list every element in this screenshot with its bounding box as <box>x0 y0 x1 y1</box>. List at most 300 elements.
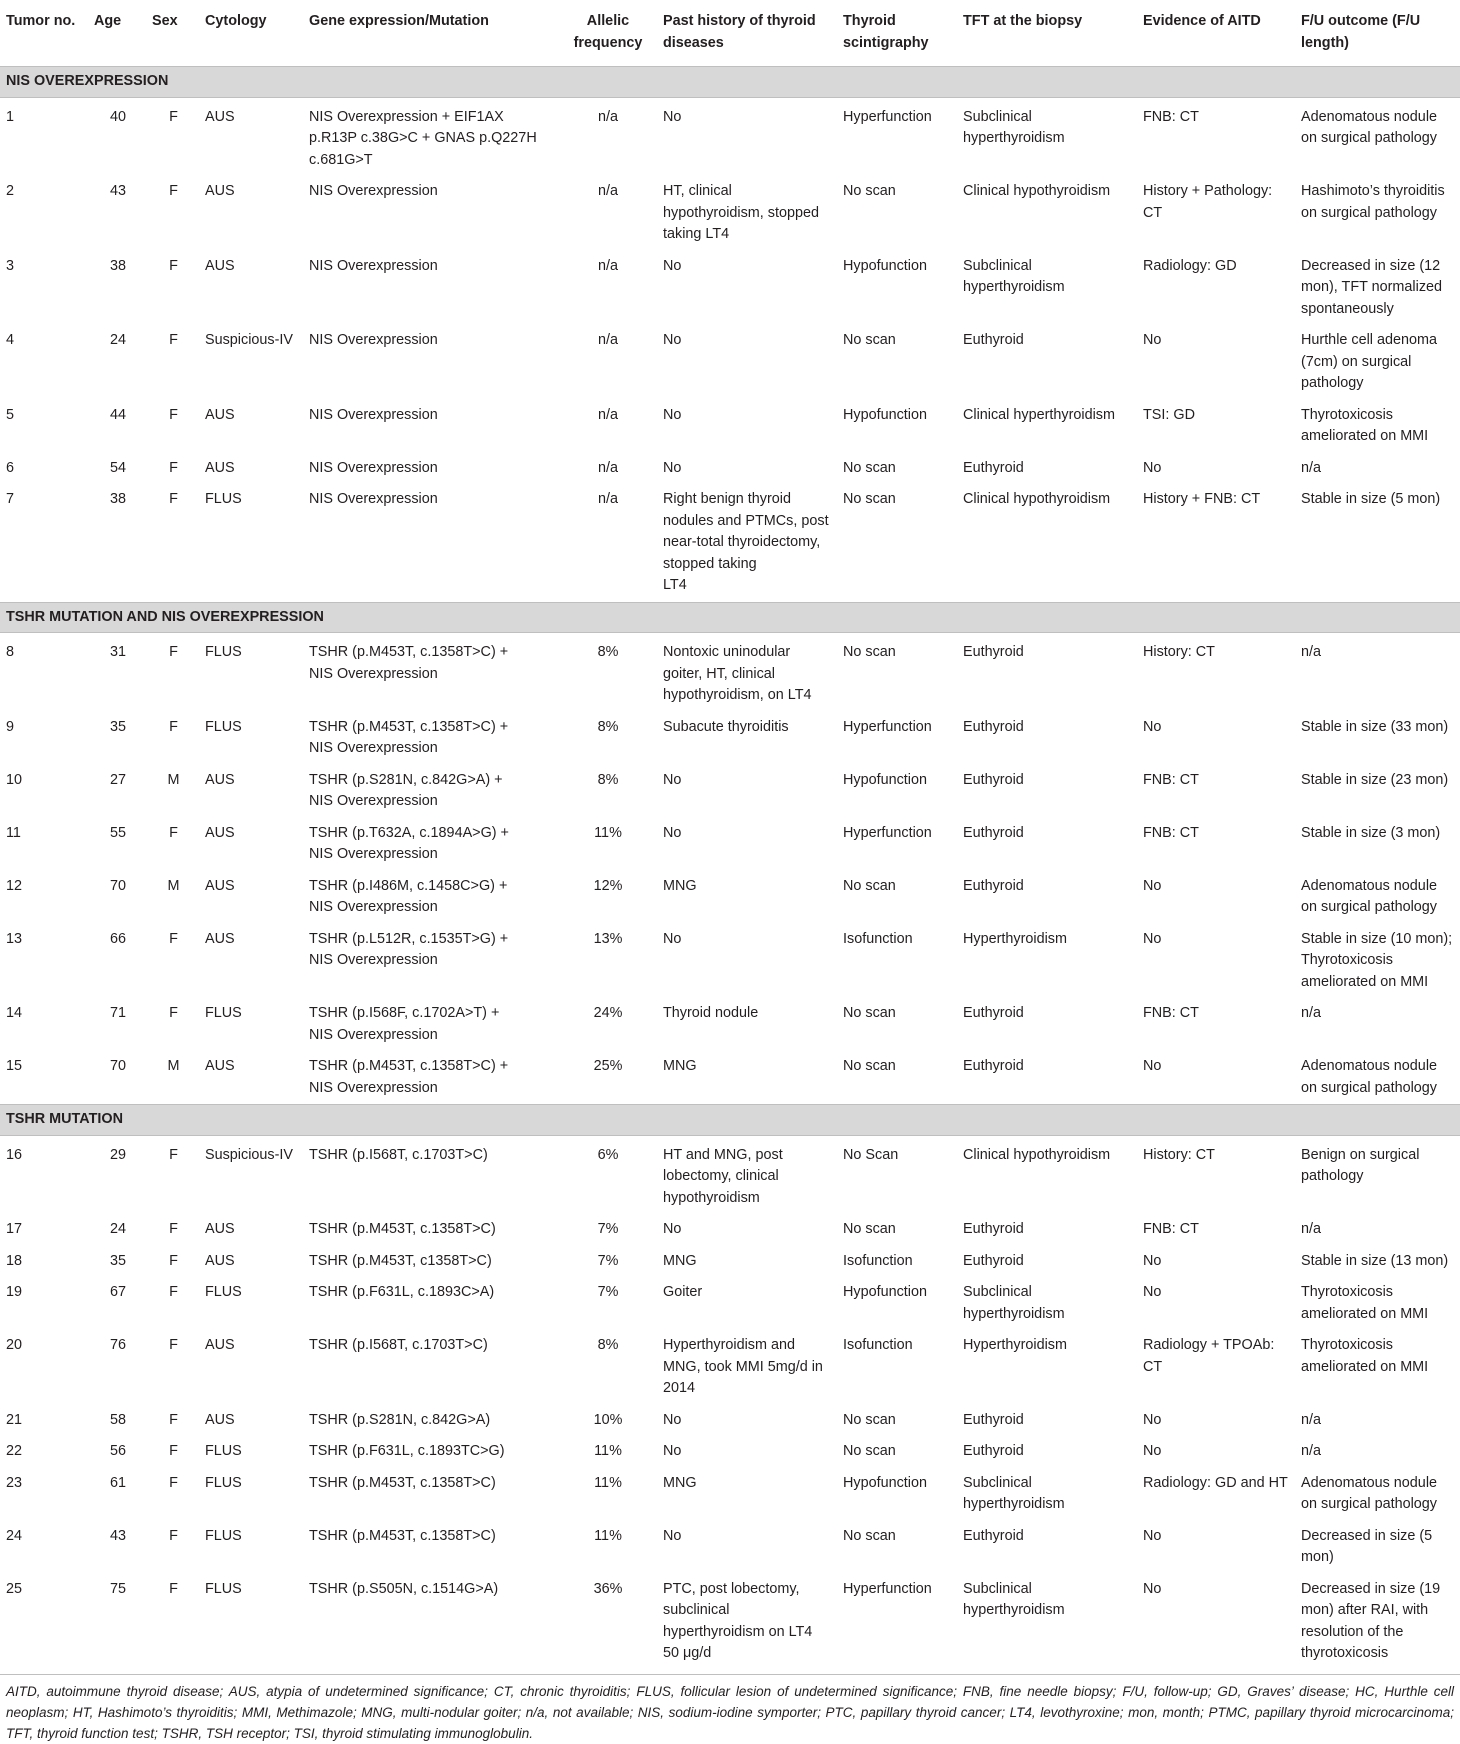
cell-aitd: Radiology: GD <box>1143 257 1237 274</box>
cell-tft: Euthyroid <box>963 1005 1024 1021</box>
cell-past-history: Subacute thyroiditis <box>663 718 789 735</box>
cell-gene-expression: NIS Overexpression <box>309 459 438 476</box>
cell-aitd: FNB: CT <box>1143 771 1199 788</box>
cell-scintigraphy: No scan <box>843 1527 896 1544</box>
cell-past-history: No <box>663 459 682 476</box>
cell-gene-expression: TSHR (p.M453T, c.1358T>C) + NIS Overexpression <box>309 718 509 756</box>
cell-tumor-no: 16 <box>6 1146 23 1163</box>
cell-aitd: History: CT <box>1143 1146 1215 1163</box>
cell-past-history: No <box>663 1221 682 1237</box>
cell-allelic-frequency: n/a <box>597 406 618 423</box>
cell-cytology: AUS <box>205 257 235 274</box>
cell-tft: Euthyroid <box>963 718 1024 735</box>
cell-sex: F <box>169 1527 178 1544</box>
table-row <box>0 1405 1460 1437</box>
table-row <box>0 325 1460 400</box>
cell-tumor-no: 24 <box>6 1527 23 1544</box>
table-row <box>0 1521 1460 1574</box>
cell-tft: Euthyroid <box>963 644 1024 660</box>
table-row <box>0 1214 1460 1246</box>
cell-tumor-no: 20 <box>6 1337 23 1353</box>
cell-tumor-no: 15 <box>6 1058 23 1074</box>
cell-past-history: No <box>663 771 682 788</box>
cell-age: 70 <box>109 1058 126 1074</box>
cell-past-history: Thyroid nodule <box>663 1005 759 1021</box>
cell-scintigraphy: Hyperfunction <box>843 718 932 735</box>
cell-gene-expression: TSHR (p.M453T, c.1358T>C) <box>309 1221 496 1237</box>
cell-past-history: No <box>663 257 682 274</box>
cell-scintigraphy: Hypofunction <box>843 1284 927 1300</box>
cell-age: 38 <box>109 491 126 507</box>
cell-sex: F <box>169 644 178 660</box>
cell-cytology: AUS <box>205 1058 235 1074</box>
table-row <box>0 1277 1460 1330</box>
cell-sex: F <box>169 1005 178 1021</box>
cell-gene-expression: NIS Overexpression <box>309 332 438 348</box>
cell-sex: F <box>169 1474 178 1491</box>
table-row <box>0 637 1460 712</box>
cell-allelic-frequency: n/a <box>597 183 618 199</box>
cell-scintigraphy: No scan <box>843 1411 896 1428</box>
cell-gene-expression: NIS Overexpression <box>309 257 438 274</box>
cell-sex: F <box>169 1443 178 1459</box>
cell-age: 44 <box>109 406 126 423</box>
cell-sex: M <box>167 1058 180 1074</box>
cell-sex: F <box>169 1411 178 1428</box>
cell-fu-outcome: Thyrotoxicosis ameliorated on MMI <box>1301 1284 1429 1322</box>
cell-tft: Clinical hypothyroidism <box>963 491 1111 507</box>
cell-scintigraphy: No scan <box>843 644 896 660</box>
cell-cytology: AUS <box>205 459 235 476</box>
table-row <box>0 1140 1460 1215</box>
cell-fu-outcome: n/a <box>1301 459 1322 476</box>
cell-gene-expression: TSHR (p.S505N, c.1514G>A) <box>309 1580 499 1597</box>
cell-fu-outcome: Stable in size (13 mon) <box>1301 1252 1449 1269</box>
cell-gene-expression: TSHR (p.T632A, c.1894A>G) + NIS Overexpression <box>309 824 509 862</box>
cell-tumor-no: 17 <box>6 1221 23 1237</box>
cell-tft: Euthyroid <box>963 459 1024 476</box>
cell-fu-outcome: Hurthle cell adenoma (7cm) on surgical pathology <box>1301 332 1437 391</box>
cell-cytology: Suspicious-IV <box>205 1146 293 1163</box>
cell-tft: Euthyroid <box>963 1443 1024 1459</box>
header-past-history: Past history of thyroid diseases <box>657 0 837 67</box>
table-row <box>0 1330 1460 1405</box>
cell-fu-outcome: Adenomatous nodule on surgical pathology <box>1301 108 1438 146</box>
section-header-row <box>0 602 1460 633</box>
cell-sex: F <box>169 824 178 841</box>
cell-tumor-no: 6 <box>6 459 15 476</box>
header-aitd: Evidence of AITD <box>1137 0 1295 67</box>
cell-fu-outcome: Stable in size (3 mon) <box>1301 824 1441 841</box>
cell-cytology: FLUS <box>205 491 242 507</box>
table-row <box>0 924 1460 999</box>
cell-past-history: Goiter <box>663 1284 703 1300</box>
cell-sex: F <box>169 491 178 507</box>
cell-age: 54 <box>109 459 126 476</box>
cell-tft: Euthyroid <box>963 1527 1024 1544</box>
cell-scintigraphy: Hyperfunction <box>843 824 932 841</box>
cell-tft: Subclinical hyperthyroidism <box>963 257 1065 295</box>
table-body <box>0 67 1460 1670</box>
cell-age: 27 <box>109 771 126 788</box>
cell-cytology: AUS <box>205 771 235 788</box>
cell-sex: F <box>169 1252 178 1269</box>
cell-age: 24 <box>109 1221 126 1237</box>
cell-past-history: HT, clinical hypothyroidism, stopped taking LT4 <box>663 183 819 242</box>
cell-gene-expression: TSHR (p.M453T, c.1358T>C) + NIS Overexpression <box>309 644 509 682</box>
cell-sex: F <box>169 1580 178 1597</box>
cell-tumor-no: 8 <box>6 644 15 660</box>
cell-aitd: TSI: GD <box>1143 406 1195 423</box>
cell-allelic-frequency: 12% <box>593 877 623 894</box>
cell-fu-outcome: Adenomatous nodule on surgical pathology <box>1301 1474 1438 1512</box>
cell-fu-outcome: Decreased in size (19 mon) after RAI, with resolution of the thyrotoxicosis <box>1301 1580 1441 1661</box>
cell-aitd: No <box>1143 1411 1162 1428</box>
cell-scintigraphy: Hypofunction <box>843 257 927 274</box>
cell-past-history: No <box>663 406 682 423</box>
cell-allelic-frequency: 7% <box>597 1252 619 1269</box>
cell-tft: Euthyroid <box>963 771 1024 788</box>
table-footnote: AITD, autoimmune thyroid disease; AUS, atypia of undetermined significance; CT, chronic thyroiditis; FLUS, follicular lesion of undetermined significance; FNB, fine needle biopsy; F/U, follow-up; GD, Graves’ disease; HC, Hurthle cell neoplasm; HT, Hashimoto’s thyroiditis; MMI, Methimazole; MNG, multi-nodular goiter; n/a, not available; NIS, sodium-iodine symporter; PTC, papillary thyroid cancer; LT4, levothyroxine; mon, month; PTMC, papillary thyroid microcarcinoma; TFT, thyroid function test; TSHR, TSH receptor; TSI, thyroid stimulating immunoglobulin. <box>0 1674 1460 1744</box>
cell-tft: Euthyroid <box>963 332 1024 348</box>
cell-gene-expression: NIS Overexpression <box>309 183 438 199</box>
cell-past-history: No <box>663 1411 682 1428</box>
cell-cytology: FLUS <box>205 1284 242 1300</box>
cell-allelic-frequency: 11% <box>594 1474 622 1491</box>
header-row <box>0 0 1460 67</box>
cell-scintigraphy: Hyperfunction <box>843 108 932 125</box>
cell-tft: Clinical hypothyroidism <box>963 1146 1111 1163</box>
cell-cytology: AUS <box>205 1252 235 1269</box>
section-header-row <box>0 67 1460 98</box>
cell-age: 38 <box>109 257 126 274</box>
cell-tumor-no: 18 <box>6 1252 23 1269</box>
cell-allelic-frequency: 11% <box>594 824 622 841</box>
cell-past-history: No <box>663 930 682 947</box>
cell-scintigraphy: No scan <box>843 1221 896 1237</box>
table-row <box>0 765 1460 818</box>
cell-sex: F <box>169 459 178 476</box>
header-allelic-frequency: Allelic frequency <box>557 0 657 67</box>
cell-gene-expression: TSHR (p.I568T, c.1703T>C) <box>309 1146 488 1163</box>
cell-tft: Euthyroid <box>963 1252 1024 1269</box>
cell-tft: Hyperthyroidism <box>963 1337 1067 1353</box>
cell-allelic-frequency: n/a <box>597 491 618 507</box>
cell-age: 76 <box>109 1337 126 1353</box>
cell-cytology: FLUS <box>205 1005 242 1021</box>
table-row <box>0 1051 1460 1105</box>
cell-aitd: History + Pathology: CT <box>1143 183 1273 221</box>
cell-tft: Euthyroid <box>963 824 1024 841</box>
table-row <box>0 818 1460 871</box>
cell-fu-outcome: Adenomatous nodule on surgical pathology <box>1301 1058 1438 1096</box>
cell-allelic-frequency: n/a <box>597 459 618 476</box>
cell-tumor-no: 2 <box>6 183 15 199</box>
cell-tft: Euthyroid <box>963 1411 1024 1428</box>
table-row <box>0 712 1460 765</box>
cell-gene-expression: NIS Overexpression + EIF1AX p.R13P c.38G>C + GNAS p.Q227H c.681G>T <box>309 108 537 168</box>
cell-tft: Subclinical hyperthyroidism <box>963 1284 1065 1322</box>
cell-age: 43 <box>109 1527 126 1544</box>
cell-allelic-frequency: n/a <box>597 108 618 125</box>
cell-aitd: No <box>1143 877 1162 894</box>
cell-cytology: AUS <box>205 183 235 199</box>
cell-allelic-frequency: 7% <box>597 1284 619 1300</box>
cell-cytology: AUS <box>205 406 235 423</box>
section-title: NIS OVEREXPRESSION <box>0 67 1460 98</box>
cell-aitd: FNB: CT <box>1143 108 1199 125</box>
cell-cytology: AUS <box>205 1411 235 1428</box>
cell-fu-outcome: Thyrotoxicosis ameliorated on MMI <box>1301 1337 1429 1375</box>
cell-fu-outcome: Stable in size (23 mon) <box>1301 771 1449 788</box>
section-title: TSHR MUTATION <box>0 1105 1460 1136</box>
cell-gene-expression: TSHR (p.M453T, c.1358T>C) + NIS Overexpression <box>309 1058 509 1096</box>
cell-fu-outcome: Stable in size (5 mon) <box>1301 491 1441 507</box>
cell-tumor-no: 10 <box>6 771 23 788</box>
cell-tumor-no: 22 <box>6 1443 23 1459</box>
cell-aitd: No <box>1143 1443 1162 1459</box>
cell-age: 40 <box>109 108 126 125</box>
cell-fu-outcome: n/a <box>1301 1443 1322 1459</box>
cell-allelic-frequency: 13% <box>593 930 623 947</box>
cell-sex: F <box>169 1146 178 1163</box>
cell-tft: Clinical hyperthyroidism <box>963 406 1115 423</box>
header-scintigraphy: Thyroid scintigraphy <box>837 0 957 67</box>
cell-allelic-frequency: 24% <box>593 1005 623 1021</box>
cell-aitd: History + FNB: CT <box>1143 491 1261 507</box>
cell-tft: Hyperthyroidism <box>963 930 1067 947</box>
cell-age: 29 <box>109 1146 126 1163</box>
cell-aitd: No <box>1143 1527 1162 1544</box>
cell-sex: F <box>169 332 178 348</box>
cell-fu-outcome: Thyrotoxicosis ameliorated on MMI <box>1301 406 1429 444</box>
cell-cytology: FLUS <box>205 1580 242 1597</box>
cell-past-history: PTC, post lobectomy, subclinical hyperthyroidism on LT4 50 μg/d <box>663 1580 813 1661</box>
cell-past-history: No <box>663 824 682 841</box>
cell-tumor-no: 11 <box>6 824 21 841</box>
cell-tumor-no: 12 <box>6 877 23 894</box>
cell-tumor-no: 21 <box>6 1411 23 1428</box>
cell-age: 75 <box>109 1580 126 1597</box>
cell-gene-expression: TSHR (p.M453T, c.1358T>C) <box>309 1527 496 1544</box>
cell-aitd: No <box>1143 930 1162 947</box>
table-row <box>0 251 1460 326</box>
cell-aitd: No <box>1143 1058 1162 1074</box>
cell-past-history: No <box>663 332 682 348</box>
table-row <box>0 102 1460 177</box>
cell-scintigraphy: Hypofunction <box>843 406 927 423</box>
cell-aitd: FNB: CT <box>1143 824 1199 841</box>
cell-past-history: No <box>663 1527 682 1544</box>
cell-tumor-no: 19 <box>6 1284 23 1300</box>
cell-age: 71 <box>109 1005 126 1021</box>
cell-sex: F <box>169 257 178 274</box>
cell-gene-expression: TSHR (p.I568T, c.1703T>C) <box>309 1337 488 1353</box>
cell-cytology: AUS <box>205 824 235 841</box>
table-row <box>0 1468 1460 1521</box>
header-age: Age <box>88 0 146 67</box>
cell-past-history: MNG <box>663 1252 697 1269</box>
cell-tumor-no: 4 <box>6 332 15 348</box>
cell-scintigraphy: Hyperfunction <box>843 1580 932 1597</box>
cell-fu-outcome: n/a <box>1301 644 1322 660</box>
cell-tumor-no: 5 <box>6 406 15 423</box>
cell-tumor-no: 23 <box>6 1474 23 1491</box>
cell-fu-outcome: Decreased in size (5 mon) <box>1301 1527 1433 1565</box>
cell-age: 56 <box>109 1443 126 1459</box>
cell-past-history: No <box>663 108 682 125</box>
cell-past-history: Hyperthyroidism and MNG, took MMI 5mg/d in 2014 <box>663 1337 823 1396</box>
header-tft: TFT at the biopsy <box>957 0 1137 67</box>
cell-scintigraphy: No scan <box>843 877 896 894</box>
cell-allelic-frequency: 7% <box>597 1221 619 1237</box>
cell-aitd: FNB: CT <box>1143 1221 1199 1237</box>
cell-sex: F <box>169 930 178 947</box>
table-row <box>0 1436 1460 1468</box>
cell-scintigraphy: No scan <box>843 1443 896 1459</box>
cell-tumor-no: 9 <box>6 718 15 735</box>
cell-tft: Subclinical hyperthyroidism <box>963 1474 1065 1512</box>
cell-tft: Clinical hypothyroidism <box>963 183 1111 199</box>
cell-past-history: Right benign thyroid nodules and PTMCs, post near-total thyroidectomy, stopped taking LT4 <box>663 491 829 593</box>
table-row <box>0 1574 1460 1670</box>
cell-fu-outcome: n/a <box>1301 1221 1322 1237</box>
cell-cytology: FLUS <box>205 1527 242 1544</box>
cell-aitd: Radiology: GD and HT <box>1143 1474 1288 1491</box>
table-row <box>0 998 1460 1051</box>
cell-tumor-no: 1 <box>6 108 15 125</box>
table-row <box>0 1246 1460 1278</box>
cell-sex: M <box>167 771 180 788</box>
cell-allelic-frequency: n/a <box>597 332 618 348</box>
table-row <box>0 484 1460 602</box>
cell-cytology: AUS <box>205 1337 235 1353</box>
cell-cytology: FLUS <box>205 718 242 735</box>
cell-scintigraphy: Isofunction <box>843 1337 913 1353</box>
cell-gene-expression: TSHR (p.I568F, c.1702A>T) + NIS Overexpression <box>309 1005 500 1043</box>
cell-past-history: MNG <box>663 877 697 894</box>
section-title: TSHR MUTATION AND NIS OVEREXPRESSION <box>0 602 1460 633</box>
cell-fu-outcome: Stable in size (10 mon); Thyrotoxicosis ameliorated on MMI <box>1301 930 1453 990</box>
cell-cytology: AUS <box>205 1221 235 1237</box>
cell-aitd: FNB: CT <box>1143 1005 1199 1021</box>
cell-scintigraphy: Isofunction <box>843 930 913 947</box>
cell-allelic-frequency: 8% <box>597 644 619 660</box>
cell-allelic-frequency: n/a <box>597 257 618 274</box>
cell-aitd: History: CT <box>1143 644 1215 660</box>
cell-cytology: AUS <box>205 108 235 125</box>
cell-age: 70 <box>109 877 126 894</box>
cell-gene-expression: TSHR (p.F631L, c.1893TC>G) <box>309 1443 505 1459</box>
cell-aitd: No <box>1143 1284 1162 1300</box>
cell-aitd: Radiology + TPOAb: CT <box>1143 1337 1275 1375</box>
cell-gene-expression: TSHR (p.I486M, c.1458C>G) + NIS Overexpression <box>309 877 508 915</box>
section-header-row <box>0 1105 1460 1136</box>
cell-sex: M <box>167 877 180 894</box>
table-header <box>0 0 1460 67</box>
cell-allelic-frequency: 6% <box>597 1146 619 1163</box>
cell-aitd: No <box>1143 1252 1162 1269</box>
cell-cytology: FLUS <box>205 1443 242 1459</box>
table-row <box>0 453 1460 485</box>
cell-sex: F <box>169 183 178 199</box>
cell-age: 24 <box>109 332 126 348</box>
cell-gene-expression: TSHR (p.M453T, c.1358T>C) <box>309 1474 496 1491</box>
cell-aitd: No <box>1143 1580 1162 1597</box>
cell-past-history: Nontoxic uninodular goiter, HT, clinical hypothyroidism, on LT4 <box>663 644 812 703</box>
cell-allelic-frequency: 8% <box>597 718 619 735</box>
cell-tft: Subclinical hyperthyroidism <box>963 1580 1065 1618</box>
cell-cytology: AUS <box>205 877 235 894</box>
cell-scintigraphy: Hypofunction <box>843 771 927 788</box>
cell-tft: Subclinical hyperthyroidism <box>963 108 1065 146</box>
cell-scintigraphy: No scan <box>843 183 896 199</box>
cell-fu-outcome: Stable in size (33 mon) <box>1301 718 1449 735</box>
cell-allelic-frequency: 11% <box>594 1527 622 1544</box>
cell-sex: F <box>169 108 178 125</box>
cell-tft: Euthyroid <box>963 1058 1024 1074</box>
cell-age: 43 <box>109 183 126 199</box>
cell-scintigraphy: No scan <box>843 1058 896 1074</box>
cell-allelic-frequency: 10% <box>593 1411 623 1428</box>
cell-past-history: HT and MNG, post lobectomy, clinical hypothyroidism <box>663 1146 783 1206</box>
header-sex: Sex <box>146 0 199 67</box>
cell-tumor-no: 3 <box>6 257 15 274</box>
cell-age: 66 <box>109 930 126 947</box>
cell-aitd: No <box>1143 718 1162 735</box>
cell-age: 35 <box>109 718 126 735</box>
cell-tft: Euthyroid <box>963 877 1024 894</box>
header-cytology: Cytology <box>199 0 303 67</box>
cell-past-history: MNG <box>663 1058 697 1074</box>
cell-fu-outcome: n/a <box>1301 1411 1322 1428</box>
table-row <box>0 400 1460 453</box>
cell-scintigraphy: No scan <box>843 491 896 507</box>
cell-gene-expression: TSHR (p.M453T, c1358T>C) <box>309 1252 492 1269</box>
cell-age: 35 <box>109 1252 126 1269</box>
cell-cytology: FLUS <box>205 1474 242 1491</box>
cell-gene-expression: TSHR (p.L512R, c.1535T>G) + NIS Overexpression <box>309 930 509 968</box>
cell-cytology: Suspicious-IV <box>205 332 293 348</box>
cell-scintigraphy: Hypofunction <box>843 1474 927 1491</box>
cell-fu-outcome: Benign on surgical pathology <box>1301 1146 1420 1184</box>
cell-gene-expression: TSHR (p.S281N, c.842G>A) + NIS Overexpression <box>309 771 503 809</box>
cell-tumor-no: 14 <box>6 1005 23 1021</box>
cell-sex: F <box>169 1284 178 1300</box>
cell-tumor-no: 13 <box>6 930 23 947</box>
cell-age: 58 <box>109 1411 126 1428</box>
cell-allelic-frequency: 8% <box>597 1337 619 1353</box>
header-tumor-no: Tumor no. <box>0 0 88 67</box>
cell-scintigraphy: Isofunction <box>843 1252 913 1269</box>
cell-gene-expression: NIS Overexpression <box>309 491 438 507</box>
table-row <box>0 176 1460 251</box>
cell-cytology: FLUS <box>205 644 242 660</box>
cell-sex: F <box>169 1221 178 1237</box>
cell-allelic-frequency: 25% <box>593 1058 623 1074</box>
cell-gene-expression: TSHR (p.F631L, c.1893C>A) <box>309 1284 495 1300</box>
cell-scintigraphy: No scan <box>843 1005 896 1021</box>
cell-aitd: No <box>1143 332 1162 348</box>
cell-past-history: MNG <box>663 1474 697 1491</box>
cell-allelic-frequency: 8% <box>597 771 619 788</box>
cell-aitd: No <box>1143 459 1162 476</box>
cell-gene-expression: TSHR (p.S281N, c.842G>A) <box>309 1411 491 1428</box>
cell-cytology: AUS <box>205 930 235 947</box>
cell-gene-expression: NIS Overexpression <box>309 406 438 423</box>
header-fu-outcome: F/U outcome (F/U length) <box>1295 0 1460 67</box>
cell-scintigraphy: No Scan <box>843 1146 899 1163</box>
